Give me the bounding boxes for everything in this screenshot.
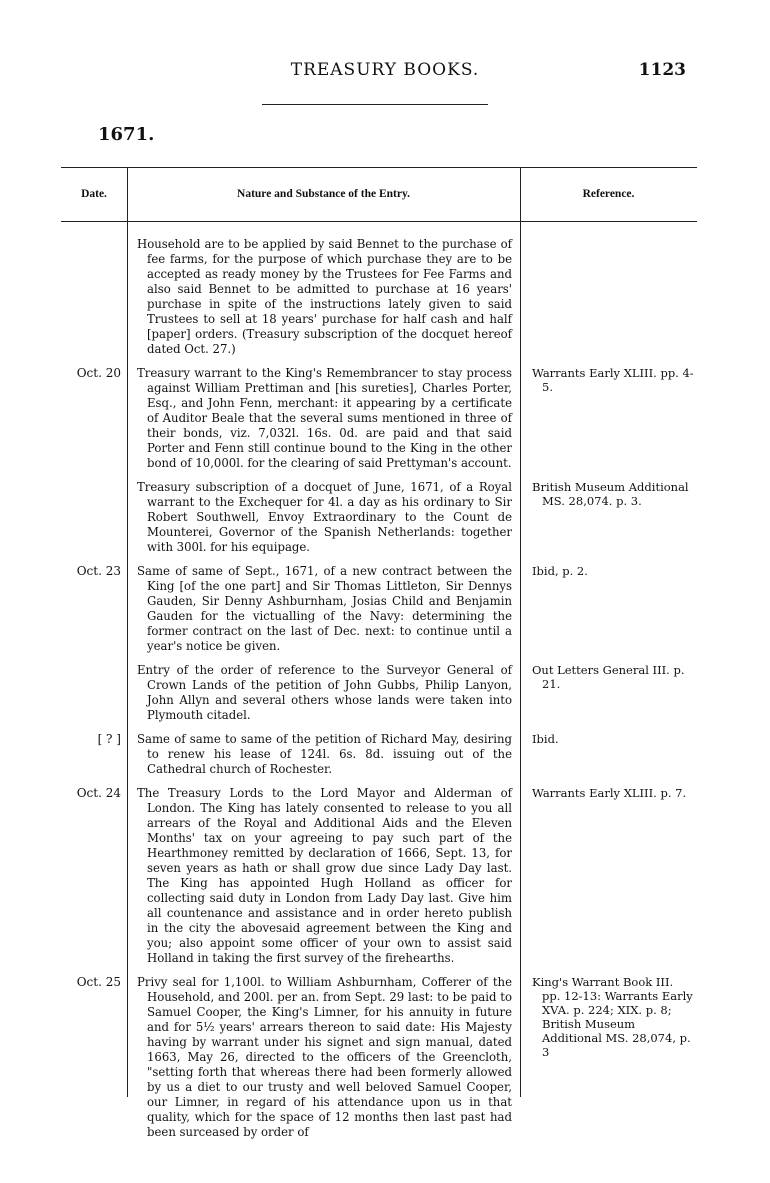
entry-text: Same of same of Sept., 1671, of a new contract between the King [of the one part] and Sir Thomas Littleton, Sir Dennys Gauden, Sir Denny Ashburnham, Josias Child and Benjamin Gauden for the victualling of the Navy: determining the former contract on the last of Dec. next: to continue until a year's notice be given. xyxy=(137,564,512,653)
entry-text: Treasury subscription of a docquet of June, 1671, of a Royal warrant to the Exchequer for 4l. a day as his ordinary to Sir Robert Southwell, Envoy Extraordinary to the Count de Mounterei, Governor of the Spanish Netherlands: together with 300l. for his equipage. xyxy=(137,480,512,554)
column-header-nature: Nature and Substance of the Entry. xyxy=(237,188,410,200)
entry-reference: Out Letters General III. p. 21. xyxy=(532,663,685,691)
entry-reference: Ibid. xyxy=(532,732,559,746)
column-header-date: Date. xyxy=(81,188,107,200)
entry-rows xyxy=(61,237,697,1149)
entry-text: Household are to be applied by said Bennet to the purchase of fee farms, for the purpose of which purchase they are to be accepted as ready money by the Trustees for Fee Farms and also said Bennet to be admitted to purchase at 16 years' purchase in spite of the instructions lately given to said Trustees to sell at 18 years' purchase for half cash and half [paper] orders. (Treasury subscription of the docquet hereof dated Oct. 27.) xyxy=(137,237,512,356)
table-row xyxy=(61,480,697,555)
table-row xyxy=(61,786,697,966)
table-row xyxy=(61,237,697,357)
entry-reference: Warrants Early XLIII. p. 7. xyxy=(532,786,687,800)
year-heading: 1671. xyxy=(98,124,155,145)
entries-table xyxy=(61,167,697,1139)
entry-date: Oct. 23 xyxy=(76,564,121,578)
table-row xyxy=(61,564,697,654)
table-header-rule xyxy=(61,221,697,222)
page-number: 1123 xyxy=(638,60,686,80)
entry-text: Treasury warrant to the King's Remembrancer to stay process against William Prettiman and [his sureties], Charles Porter, Esq., and John Fenn, merchant: it appearing by a certificate of Auditor Beale that the several sums mentioned in three of their bonds, viz. 7,032l. 16s. 0d. are paid and that said Porter and Fenn still continue bound to the King in the other bond of 10,000l. for the clearing of said Prettyman's account. xyxy=(137,366,512,470)
entry-date xyxy=(61,237,127,357)
entry-reference: Warrants Early XLIII. pp. 4-5. xyxy=(532,366,694,394)
header-rule xyxy=(262,104,488,105)
entry-date: Oct. 24 xyxy=(76,786,121,800)
entry-date xyxy=(61,480,127,555)
entry-reference: Ibid, p. 2. xyxy=(532,564,588,578)
entry-date: Oct. 25 xyxy=(76,975,121,989)
entry-reference: King's Warrant Book III. pp. 12-13: Warrants Early XVA. p. 224; XIX. p. 8; British Museum Additional MS. 28,074, p. 3 xyxy=(532,975,693,1059)
table-row xyxy=(61,975,697,1140)
running-title: TREASURY BOOKS. xyxy=(290,60,480,80)
entry-text: Same of same to same of the petition of Richard May, desiring to renew his lease of 124l. 6s. 8d. issuing out of the Cathedral church of Rochester. xyxy=(137,732,512,776)
table-row xyxy=(61,663,697,723)
column-header-reference: Reference. xyxy=(582,188,635,200)
table-row xyxy=(61,366,697,471)
table-row xyxy=(61,732,697,777)
entry-date xyxy=(61,663,127,723)
entry-reference: British Museum Additional MS. 28,074. p. 3. xyxy=(532,480,689,508)
entry-text: The Treasury Lords to the Lord Mayor and Alderman of London. The King has lately consented to release to you all arrears of the Royal and Additional Aids and the Eleven Months' tax on your agreeing to pay such part of the Hearthmoney remitted by declaration of 1666, Sept. 13, for seven years as hath or shall grow due since Lady Day last. The King has appointed Hugh Holland as officer for collecting said duty in London from Lady Day last. Give him all countenance and assistance and in order hereto publish in the city the abovesaid agreement between the King and you; also appoint some officer of your own to assist said Holland in taking the first survey of the firehearths. xyxy=(137,786,512,965)
entry-date: Oct. 20 xyxy=(76,366,121,380)
running-header xyxy=(0,60,770,84)
entry-text: Entry of the order of reference to the Surveyor General of Crown Lands of the petition of John Gubbs, Philip Lanyon, John Allyn and several others whose lands were taken into Plymouth citadel. xyxy=(137,663,512,722)
entry-text: Privy seal for 1,100l. to William Ashburnham, Cofferer of the Household, and 200l. per an. from Sept. 29 last: to be paid to Samuel Cooper, the King's Limner, for his annuity in future and for 5½ years' arrears thereon to said date: His Majesty having by warrant under his signet and sign manual, dated 1663, May 26, directed to the officers of the Greencloth, "setting forth that whereas there had been formerly allowed by us a diet to our trusty and well beloved Samuel Cooper, our Limner, in regard of his attendance upon us in that quality, which for the space of 12 months then last past had been surceased by order of xyxy=(137,975,512,1139)
entry-date: [ ? ] xyxy=(97,732,121,746)
